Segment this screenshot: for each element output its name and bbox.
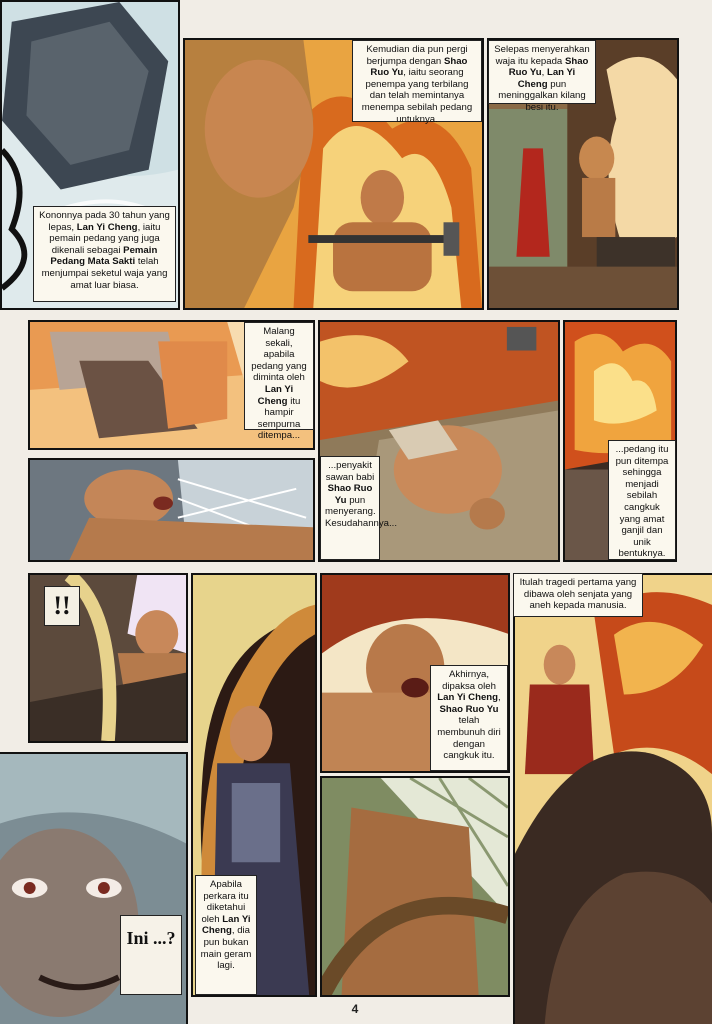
panel-smith-suicide [320, 776, 510, 997]
page-number: 4 [351, 1002, 359, 1016]
speech-ini: Ini ...? [120, 915, 182, 995]
caption-angry: Apabila perkara itu diketahui oleh Lan Yi Cheng, dia pun bukan main geram lagi. [195, 875, 257, 995]
panel-smith-scream [28, 458, 315, 562]
caption-unfortunately: Malang sekali, apabila pedang yang diminta oleh Lan Yi Cheng itu hampir sempurna ditempa... [244, 322, 314, 430]
caption-hand-over: Selepas menyerahkan waja itu kepada Shao Ruo Yu, Lan Yi Cheng pun meninggalkan kilang besi itu. [488, 40, 596, 104]
caption-intro: Kononnya pada 30 tahun yang lepas, Lan Yi Cheng, iaitu pemain pedang yang juga dikenali sebagai Pemain Pedang Mata Sakti telah menjumpai seketul waja yang amat luar biasa. [33, 206, 176, 302]
caption-hook-formed: ...pedang itu pun ditempa sehingga menjadi sebilah cangkuk yang amat ganjil dan unik bentuknya. [608, 440, 676, 560]
caption-forced-suicide: Akhirnya, dipaksa oleh Lan Yi Cheng, Shao Ruo Yu telah membunuh diri dengan cangkuk itu. [430, 665, 508, 771]
caption-seizure: ...penyakit sawan babi Shao Ruo Yu pun menyerang. Kesudahannya... [320, 456, 380, 560]
panel-tragedy [513, 573, 712, 1024]
caption-meet-smith: Kemudian dia pun pergi berjumpa dengan Shao Ruo Yu, iaitu seorang penempa yang terbilang dan telah memintanya menempa sebilah pedang untuknya. [352, 40, 482, 122]
caption-tragedy: Itulah tragedi pertama yang dibawa oleh senjata yang aneh kepada manusia. [513, 573, 643, 617]
sfx-exclaim: !! [44, 586, 80, 626]
